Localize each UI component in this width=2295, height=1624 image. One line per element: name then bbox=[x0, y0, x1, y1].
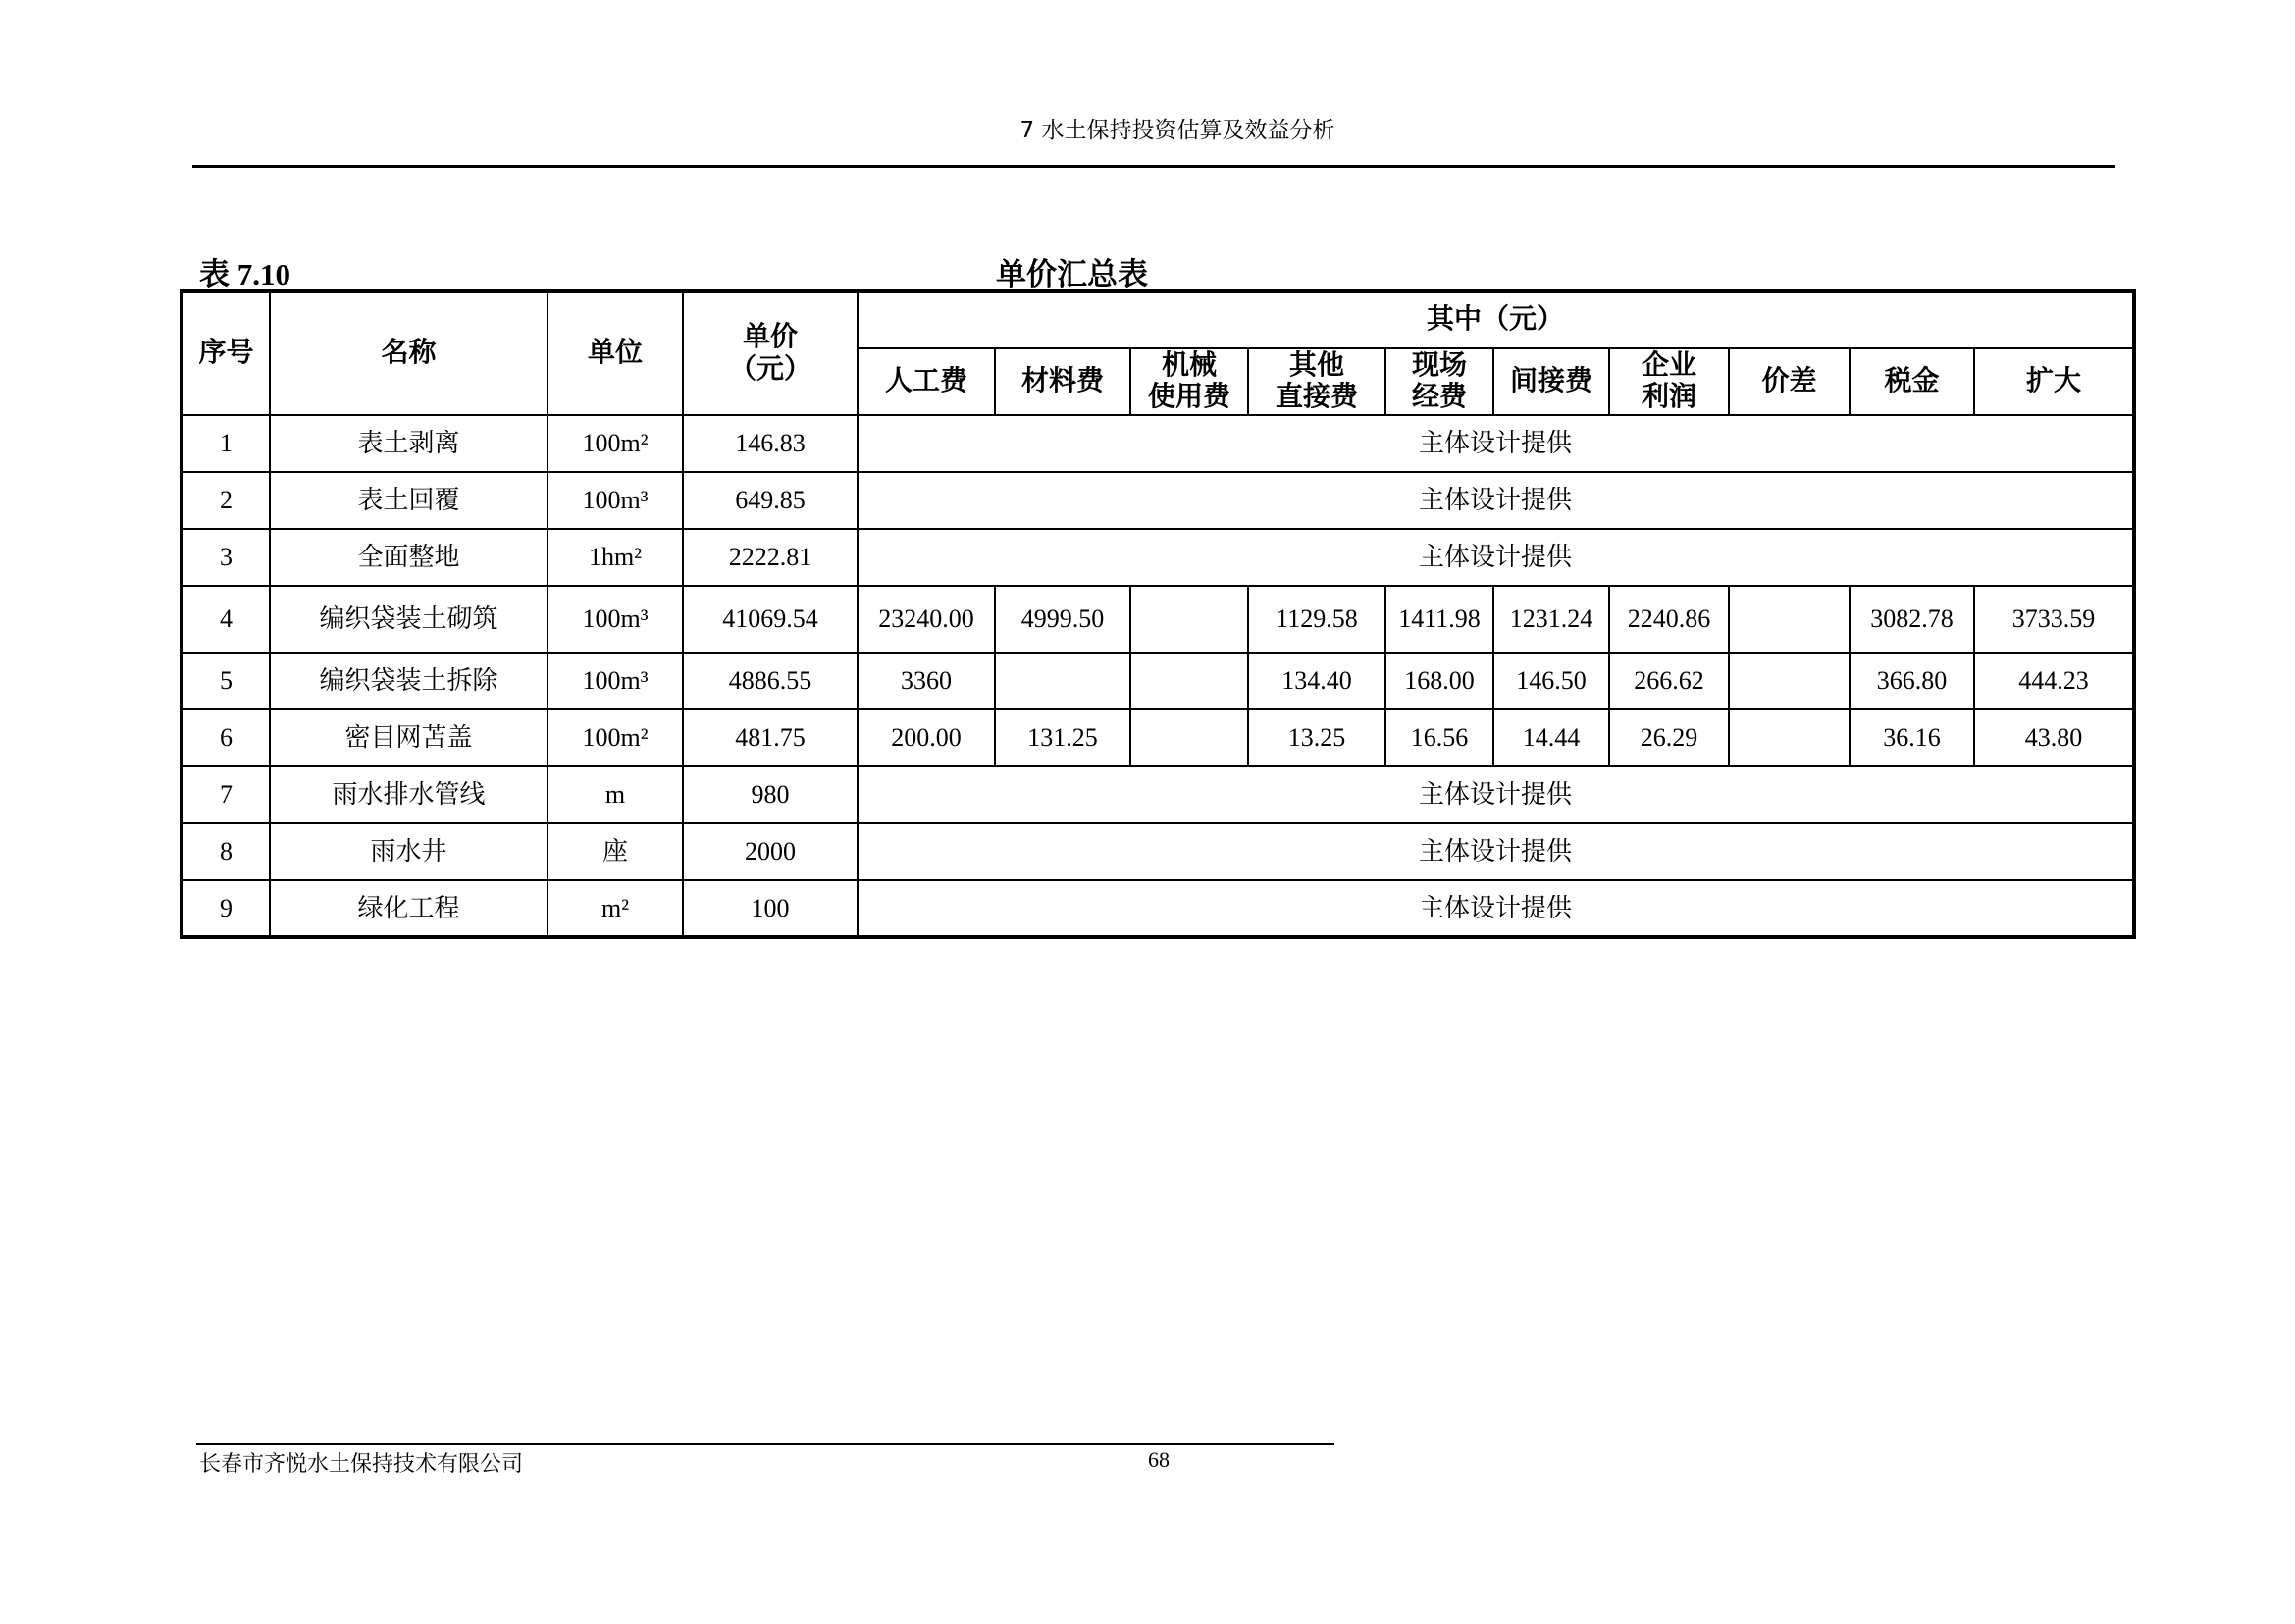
cell-indirect: 14.44 bbox=[1493, 709, 1609, 766]
col-header-other-line2: 直接费 bbox=[1275, 382, 1358, 412]
cell-expand: 444.23 bbox=[1974, 653, 2134, 709]
cell-name: 雨水排水管线 bbox=[270, 766, 548, 823]
col-header-indirect: 间接费 bbox=[1493, 348, 1609, 415]
col-header-site bbox=[1385, 348, 1493, 415]
cell-expand: 43.80 bbox=[1974, 709, 2134, 766]
cell-price: 649.85 bbox=[683, 472, 858, 529]
cell-seq: 5 bbox=[182, 653, 270, 709]
cell-seq: 4 bbox=[182, 586, 270, 653]
cell-name: 编织袋装土砌筑 bbox=[270, 586, 548, 653]
cell-seq: 2 bbox=[182, 472, 270, 529]
col-header-seq: 序号 bbox=[182, 291, 270, 415]
cell-unit: 座 bbox=[548, 823, 683, 880]
cell-note: 主体设计提供 bbox=[858, 472, 2134, 529]
cell-name: 编织袋装土拆除 bbox=[270, 653, 548, 709]
cell-name: 雨水井 bbox=[270, 823, 548, 880]
cell-unit: 1hm² bbox=[548, 529, 683, 586]
col-header-unit: 单位 bbox=[548, 291, 683, 415]
table-row bbox=[182, 709, 2134, 766]
cell-unit: 100m² bbox=[548, 415, 683, 472]
cell-other: 134.40 bbox=[1248, 653, 1385, 709]
cell-price: 2222.81 bbox=[683, 529, 858, 586]
cell-unit: 100m² bbox=[548, 709, 683, 766]
cell-price: 41069.54 bbox=[683, 586, 858, 653]
cell-tax: 366.80 bbox=[1850, 653, 1974, 709]
col-header-price-line1: 单价 bbox=[742, 322, 798, 353]
cell-material bbox=[995, 653, 1130, 709]
table-row bbox=[182, 880, 2134, 937]
col-header-diff: 价差 bbox=[1729, 348, 1850, 415]
cell-note: 主体设计提供 bbox=[858, 529, 2134, 586]
cell-other: 13.25 bbox=[1248, 709, 1385, 766]
table-row bbox=[182, 472, 2134, 529]
col-header-site-line1: 现场 bbox=[1411, 349, 1467, 381]
cell-name: 全面整地 bbox=[270, 529, 548, 586]
col-header-profit-line1: 企业 bbox=[1641, 349, 1696, 381]
table-title: 单价汇总表 bbox=[996, 257, 1148, 291]
cell-note: 主体设计提供 bbox=[858, 880, 2134, 937]
cell-unit: m² bbox=[548, 880, 683, 937]
col-header-price-line2: （元） bbox=[728, 353, 811, 385]
col-header-machine bbox=[1130, 348, 1248, 415]
cell-expand: 3733.59 bbox=[1974, 586, 2134, 653]
col-header-group: 其中（元） bbox=[858, 291, 2134, 348]
col-header-expand: 扩大 bbox=[1974, 348, 2134, 415]
cell-diff bbox=[1729, 653, 1850, 709]
col-header-other bbox=[1248, 348, 1385, 415]
cell-profit: 2240.86 bbox=[1609, 586, 1729, 653]
col-header-tax: 税金 bbox=[1850, 348, 1974, 415]
cell-material: 4999.50 bbox=[995, 586, 1130, 653]
table-row bbox=[182, 415, 2134, 472]
cell-other: 1129.58 bbox=[1248, 586, 1385, 653]
footer-rule bbox=[196, 1443, 1334, 1445]
cell-tax: 36.16 bbox=[1850, 709, 1974, 766]
cell-unit: m bbox=[548, 766, 683, 823]
cell-material: 131.25 bbox=[995, 709, 1130, 766]
cell-note: 主体设计提供 bbox=[858, 823, 2134, 880]
cell-unit: 100m³ bbox=[548, 586, 683, 653]
col-header-machine-line1: 机械 bbox=[1161, 349, 1217, 381]
unit-price-table bbox=[180, 289, 2136, 939]
cell-name: 密目网苫盖 bbox=[270, 709, 548, 766]
col-header-machine-line2: 使用费 bbox=[1147, 382, 1230, 412]
cell-name: 表土回覆 bbox=[270, 472, 548, 529]
cell-diff bbox=[1729, 709, 1850, 766]
cell-profit: 266.62 bbox=[1609, 653, 1729, 709]
cell-machine bbox=[1130, 653, 1248, 709]
table-row bbox=[182, 653, 2134, 709]
cell-site: 1411.98 bbox=[1385, 586, 1493, 653]
cell-seq: 7 bbox=[182, 766, 270, 823]
col-header-labor: 人工费 bbox=[858, 348, 995, 415]
cell-price: 481.75 bbox=[683, 709, 858, 766]
cell-price: 146.83 bbox=[683, 415, 858, 472]
cell-diff bbox=[1729, 586, 1850, 653]
cell-machine bbox=[1130, 586, 1248, 653]
col-header-profit bbox=[1609, 348, 1729, 415]
table-label: 表 7.10 bbox=[199, 257, 290, 291]
cell-labor: 23240.00 bbox=[858, 586, 995, 653]
cell-profit: 26.29 bbox=[1609, 709, 1729, 766]
cell-labor: 3360 bbox=[858, 653, 995, 709]
table-row bbox=[182, 766, 2134, 823]
cell-site: 168.00 bbox=[1385, 653, 1493, 709]
col-header-site-line2: 经费 bbox=[1411, 382, 1467, 412]
cell-price: 4886.55 bbox=[683, 653, 858, 709]
page-number: 68 bbox=[1148, 1447, 1170, 1472]
cell-site: 16.56 bbox=[1385, 709, 1493, 766]
cell-tax: 3082.78 bbox=[1850, 586, 1974, 653]
cell-seq: 9 bbox=[182, 880, 270, 937]
col-header-profit-line2: 利润 bbox=[1641, 382, 1696, 412]
cell-price: 2000 bbox=[683, 823, 858, 880]
col-header-material: 材料费 bbox=[995, 348, 1130, 415]
col-header-price bbox=[683, 291, 858, 415]
cell-note: 主体设计提供 bbox=[858, 766, 2134, 823]
table-row bbox=[182, 823, 2134, 880]
cell-labor: 200.00 bbox=[858, 709, 995, 766]
cell-price: 980 bbox=[683, 766, 858, 823]
cell-unit: 100m³ bbox=[548, 653, 683, 709]
cell-name: 绿化工程 bbox=[270, 880, 548, 937]
footer-company: 长春市齐悦水土保持技术有限公司 bbox=[199, 1452, 524, 1477]
page-header-title: 7 水土保持投资估算及效益分析 bbox=[1019, 118, 1335, 143]
cell-seq: 8 bbox=[182, 823, 270, 880]
table-row bbox=[182, 529, 2134, 586]
cell-seq: 3 bbox=[182, 529, 270, 586]
cell-machine bbox=[1130, 709, 1248, 766]
table-row bbox=[182, 586, 2134, 653]
header-rule bbox=[192, 165, 2115, 168]
cell-seq: 1 bbox=[182, 415, 270, 472]
col-header-other-line1: 其他 bbox=[1288, 349, 1344, 381]
cell-seq: 6 bbox=[182, 709, 270, 766]
col-header-name: 名称 bbox=[270, 291, 548, 415]
cell-unit: 100m³ bbox=[548, 472, 683, 529]
cell-indirect: 146.50 bbox=[1493, 653, 1609, 709]
cell-name: 表土剥离 bbox=[270, 415, 548, 472]
cell-price: 100 bbox=[683, 880, 858, 937]
cell-note: 主体设计提供 bbox=[858, 415, 2134, 472]
cell-indirect: 1231.24 bbox=[1493, 586, 1609, 653]
